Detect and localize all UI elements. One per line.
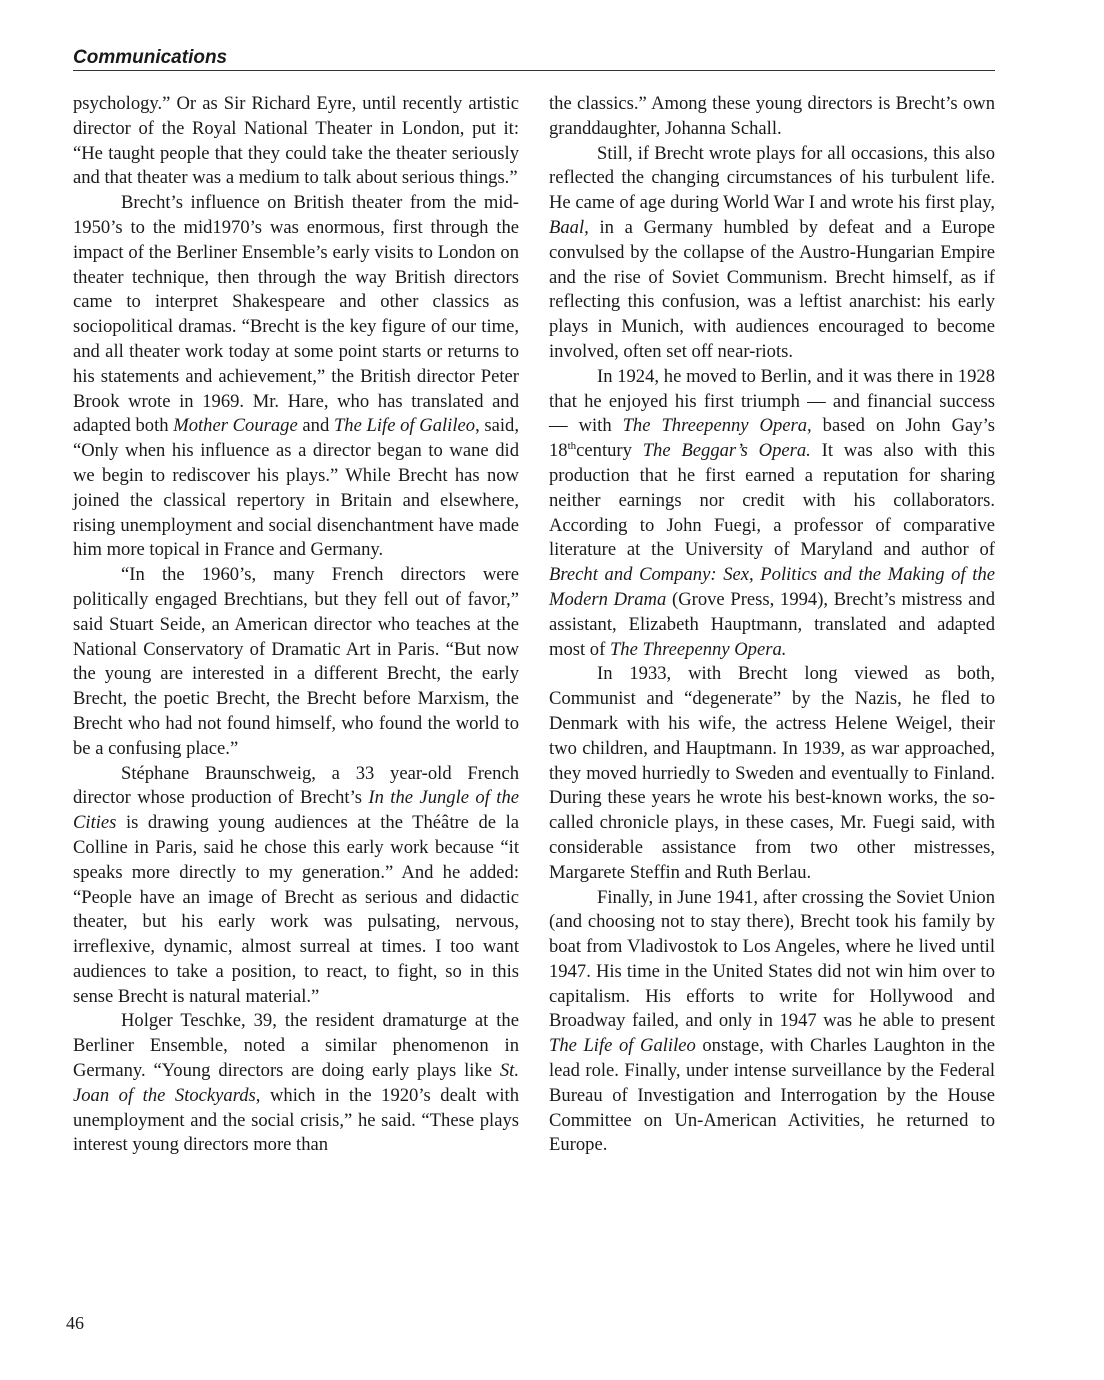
paragraph	[73, 762, 519, 1010]
superscript: th	[567, 439, 577, 452]
paragraph	[73, 191, 519, 563]
paragraph-text: onstage, with Charles Laughton in the lead role. Finally, under intense surveillance by the Federal Bureau of Investigation and Interrogation by the House Committee on Un-American Activities, he returned to Europe.	[549, 1035, 996, 1156]
paragraph	[549, 662, 995, 885]
paragraph-text: Still, if Brecht wrote plays for all occasions, this also reflected the changing circumstances of his turbulent life. He came of age during World War I and wrote his first play,	[549, 142, 995, 214]
paragraph-text: and	[297, 415, 334, 437]
paragraph-text: century	[576, 440, 643, 462]
title-italic: The Life of Galileo	[549, 1035, 696, 1057]
section-title: Communications	[73, 47, 228, 68]
left-column	[73, 92, 519, 1158]
paragraph-text: “In the 1960’s, many French directors were politically engaged Brechtians, but they fell out of favor,” said Stuart Seide, an American director who teaches at the National Conservatory of Dramatic Art in Paris. “But now the young are interested in a different Brecht, the early Brecht, the poetic Brecht, the Brecht before Marxism, the Brecht who had not found himself, who found the world to be a confusing place.”	[73, 564, 519, 759]
title-italic: The Threepenny Opera.	[609, 638, 787, 660]
title-italic: In the Jungle of the Cities	[73, 787, 520, 834]
paragraph-text: , said, “Only when his influence as a director began to wane did we begin to rediscover his plays.” While Brecht has now joined the classical repertory in Britain and elsewhere, rising unemployment and social disenchantment have made him more topical in France and Germany.	[73, 415, 519, 561]
paragraph-text: is drawing young audiences at the Théâtre de la Colline in Paris, said he chose this early work because “it speaks more directly to my generation.” And he added: “People have an image of Brecht as serious and didactic theater, but his early work was pulsating, nervous, irreflexive, dynamic, almost surreal at times. I too want audiences to take a position, to react, to fight, so in this sense Brecht is natural material.”	[73, 812, 519, 1007]
paragraph-text: Finally, in June 1941, after crossing the Soviet Union (and choosing not to stay there), Brecht took his family by boat from Vladivostok to Los Angeles, where he lived until 1947. His time in the United States did not win him over to capitalism. His efforts to write for Hollywood and Broadway failed, and only in 1947 was he able to present	[549, 886, 995, 1032]
title-italic: St. Joan of the Stockyards	[73, 1060, 519, 1106]
paragraph-text: , which in the 1920’s dealt with unemployment and the social crisis,” he said. “These plays interest young directors more than	[73, 1084, 519, 1156]
paragraph	[73, 563, 519, 761]
paragraph-text: the classics.” Among these young directors is Brecht’s own granddaughter, Johanna Schall.	[549, 93, 995, 139]
paragraph	[73, 92, 519, 191]
paragraph-text: in a Germany humbled by defeat and a Europe convulsed by the collapse of the Austro-Hungarian Empire and the rise of Soviet Communism. Brecht himself, as if reflecting this confusion, was a leftist anarchist: his early plays in Munich, with audiences encouraged to become involved, often set off near-riots.	[549, 216, 995, 362]
paragraph	[549, 886, 995, 1159]
page-number: 46	[66, 1313, 84, 1333]
paragraph-text: In 1933, with Brecht long viewed as both, Communist and “degenerate” by the Nazis, he fled to Denmark with his wife, the actress Helene Weigel, their two children, and Hauptmann. In 1939, as war approached, they moved hurriedly to Sweden and eventually to Finland. During these years he wrote his best-known works, the so-called chronicle plays, in these cases, Mr. Fuegi said, with considerable assistance from two other mistresses, Margarete Steffin and Ruth Berlau.	[549, 663, 995, 883]
title-italic: The Life of Galileo	[333, 415, 476, 437]
title-italic: Brecht and Company: Sex, Politics and the Making of the Modern Drama	[549, 564, 995, 610]
paragraph	[73, 1009, 519, 1158]
paragraph-text: Brecht’s influence on British theater from the mid-1950’s to the mid1970’s was enormous, first through the impact of the Berliner Ensemble’s early visits to London on theater technique, then through the way British directors came to interpret Shakespeare and other classics as sociopolitical dramas. “Brecht is the key figure of our time, and all theater work today at some point starts or returns to his statements and achievement,” the British director Peter Brook wrote in 1969. Mr. Hare, who has translated and adapted both	[73, 192, 519, 437]
running-header	[73, 46, 995, 71]
title-italic: Baal,	[549, 216, 589, 238]
paragraph	[549, 142, 995, 365]
title-italic: The Beggar’s Opera.	[642, 440, 811, 462]
paragraph-text: It was also with this production that he first earned a reputation for sharing neither earnings nor credit with his collaborators. According to John Fuegi, a professor of comparative literature at the University of Maryland and author of	[549, 440, 996, 561]
paragraph-text: based on John Gay’s 18	[549, 415, 995, 462]
paragraph-text: Holger Teschke, 39, the resident dramaturge at the Berliner Ensemble, noted a similar phenomenon in Germany. “Young directors are doing early plays like	[73, 1010, 519, 1082]
paragraph-text: psychology.” Or as Sir Richard Eyre, until recently artistic director of the Royal National Theater in London, put it: “He taught people that they could take the theater seriously and that theater was a medium to talk about serious things.”	[73, 93, 519, 189]
title-italic: Mother Courage	[173, 415, 298, 437]
paragraph-text: In 1924, he moved to Berlin, and it was there in 1928 that he enjoyed his first triumph — and financial success — with	[549, 365, 995, 437]
title-italic: The Threepenny Opera,	[622, 415, 812, 437]
paragraph	[549, 365, 995, 663]
paragraph	[549, 92, 995, 142]
paragraph-text: Stéphane Braunschweig, a 33 year-old French director whose production of Brecht’s	[73, 762, 519, 809]
paragraph-text: (Grove Press, 1994), Brecht’s mistress and assistant, Elizabeth Hauptmann, translated and adapted most of	[549, 588, 995, 660]
right-column	[549, 92, 995, 1158]
